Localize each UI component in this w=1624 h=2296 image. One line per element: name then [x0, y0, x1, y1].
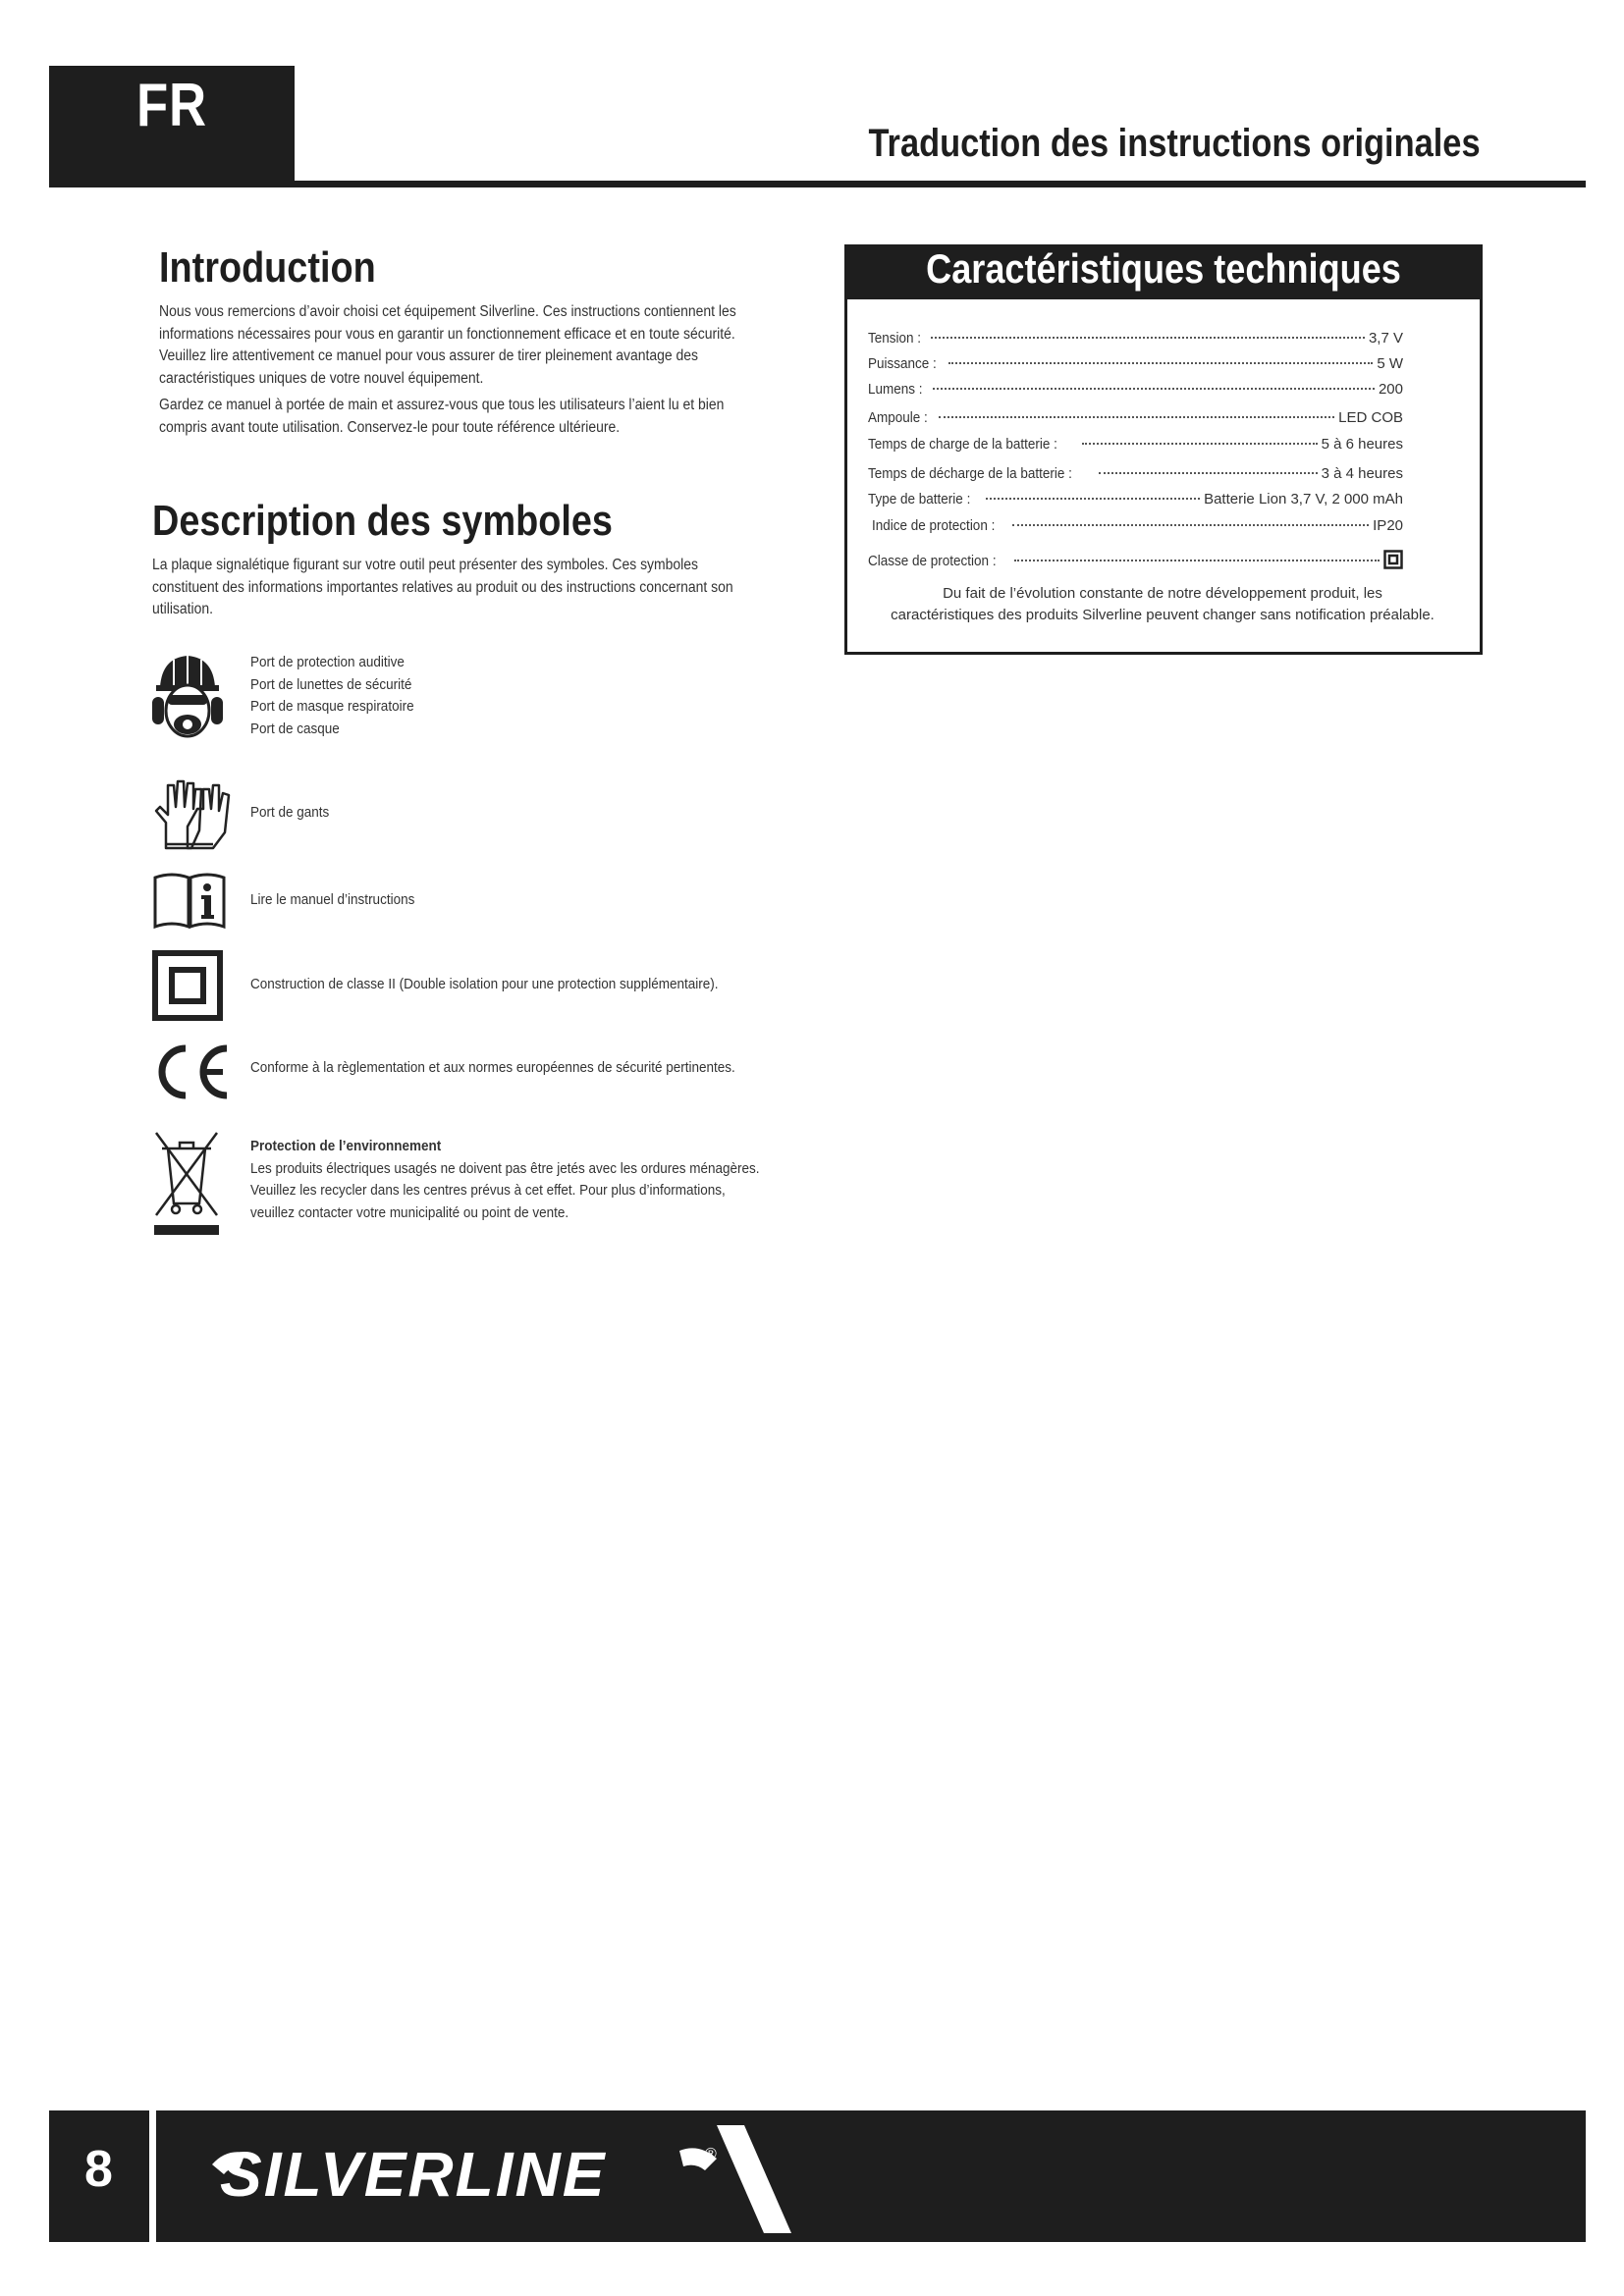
header-rule: [49, 181, 1586, 187]
spec-row: [868, 465, 1403, 489]
leader-dots: [1099, 472, 1318, 474]
manual-icon: [152, 870, 227, 931]
text-line: Nous vous remercions d’avoir choisi cet équipement Silverline. Ces instructions contiennent les: [159, 303, 736, 320]
leader-dots: [1082, 443, 1317, 445]
symbol-text: [250, 802, 329, 825]
text-line: Port de casque: [250, 720, 340, 737]
text-line: Port de masque respiratoire: [250, 698, 414, 715]
text-line: Veuillez les recycler dans les centres prévus à cet effet. Pour plus d’informations,: [250, 1182, 726, 1199]
page-number: 8: [84, 2141, 113, 2198]
symbols-heading: Description des symboles: [152, 497, 613, 545]
symbols-intro: [152, 555, 833, 621]
text-line: Conforme à la règlementation et aux normes européennes de sécurité pertinentes.: [250, 1059, 735, 1076]
text-line: Les produits électriques usagés ne doivent pas être jetés avec les ordures ménagères.: [250, 1159, 760, 1177]
spec-row: [868, 355, 1403, 379]
spec-row: [868, 381, 1403, 404]
leader-dots: [1012, 524, 1369, 526]
class-ii-icon: [1383, 550, 1403, 569]
text-line: Port de gants: [250, 804, 330, 821]
spec-value: LED COB: [1338, 409, 1403, 426]
ppe-head-icon: [152, 652, 223, 740]
spec-label: Temps de charge de la batterie :: [868, 436, 1057, 453]
text-line: Port de protection auditive: [250, 654, 405, 670]
spec-label: Lumens :: [868, 381, 923, 398]
spec-label: Type de batterie :: [868, 491, 971, 507]
text-line: Du fait de l’évolution constante de notre développement produit, les: [943, 585, 1382, 602]
text-line: caractéristiques uniques de votre nouvel équipement.: [159, 369, 484, 387]
spec-value: Batterie Lion 3,7 V, 2 000 mAh: [1204, 491, 1403, 507]
class-ii-icon: [152, 950, 223, 1021]
symbol-text: [250, 974, 719, 996]
text-line: Port de lunettes de sécurité: [250, 675, 412, 693]
intro-paragraph-2: [159, 395, 831, 439]
spec-row: [868, 409, 1403, 433]
spec-value: 3,7 V: [1368, 330, 1403, 347]
text-line: Gardez ce manuel à portée de main et assurez-vous que tous les utilisateurs l’aient lu et bien: [159, 397, 725, 413]
gloves-icon: [152, 775, 231, 854]
text-line: compris avant toute utilisation. Conservez-le pour toute référence ultérieure.: [159, 418, 621, 436]
spec-label: Ampoule :: [868, 409, 928, 426]
language-code: FR: [136, 72, 207, 139]
spec-row: [868, 546, 1403, 569]
symbol-text: [250, 1057, 735, 1080]
text-line: utilisation.: [152, 601, 214, 617]
spec-value: 5 à 6 heures: [1321, 436, 1403, 453]
spec-row: [872, 517, 1403, 541]
silverline-logo-icon: [206, 2125, 795, 2233]
brand-name: SILVERLINE: [220, 2139, 607, 2210]
symbol-text: [250, 889, 414, 912]
ce-mark-icon: [152, 1042, 231, 1101]
symbol-text: [250, 652, 414, 740]
spec-value: 3 à 4 heures: [1321, 465, 1403, 482]
spec-label: Classe de protection :: [868, 553, 997, 569]
specs-heading: Caractéristiques techniques: [926, 245, 1401, 292]
header-title: Traduction des instructions originales: [868, 122, 1481, 165]
spec-row: [868, 491, 1403, 514]
leader-dots: [1014, 560, 1380, 561]
spec-value: 5 W: [1377, 355, 1403, 372]
spec-value: IP20: [1373, 517, 1403, 534]
text-line: La plaque signalétique figurant sur votre outil peut présenter des symboles. Ces symboles: [152, 557, 698, 573]
text-line: constituent des informations importantes relatives au produit ou des instructions concernant son: [152, 578, 733, 596]
symbol-text: [250, 1136, 760, 1224]
spec-row: [868, 330, 1403, 353]
spec-row: [868, 436, 1403, 459]
spec-label: Tension :: [868, 330, 922, 347]
weee-bin-icon: [152, 1129, 221, 1237]
text-line: veuillez contacter votre municipalité ou point de vente.: [250, 1203, 569, 1221]
text-line: Veuillez lire attentivement ce manuel pour vous assurer de tirer pleinement avantage des: [159, 347, 699, 364]
leader-dots: [948, 362, 1374, 364]
symbol-title: Protection de l’environnement: [250, 1138, 442, 1154]
leader-dots: [986, 498, 1200, 500]
spec-label: Puissance :: [868, 355, 937, 372]
intro-heading: Introduction: [159, 243, 376, 292]
spec-label: Temps de décharge de la batterie :: [868, 465, 1072, 482]
spec-label: Indice de protection :: [872, 517, 996, 534]
spec-value: 200: [1378, 381, 1403, 398]
text-line: caractéristiques des produits Silverline peuvent changer sans notification préalable.: [891, 607, 1435, 623]
leader-dots: [931, 337, 1365, 339]
text-line: Construction de classe II (Double isolation pour une protection supplémentaire).: [250, 976, 719, 992]
text-line: informations nécessaires pour vous en garantir un fonctionnement efficace et en toute sécurité.: [159, 325, 735, 343]
leader-dots: [939, 416, 1335, 418]
intro-paragraph-1: [159, 301, 831, 390]
specs-note: [868, 583, 1457, 626]
text-line: Lire le manuel d’instructions: [250, 891, 415, 908]
footer-divider: [149, 2110, 156, 2242]
brand-logo: [206, 2125, 795, 2238]
leader-dots: [933, 388, 1375, 390]
registered-mark: ®: [705, 2146, 717, 2163]
